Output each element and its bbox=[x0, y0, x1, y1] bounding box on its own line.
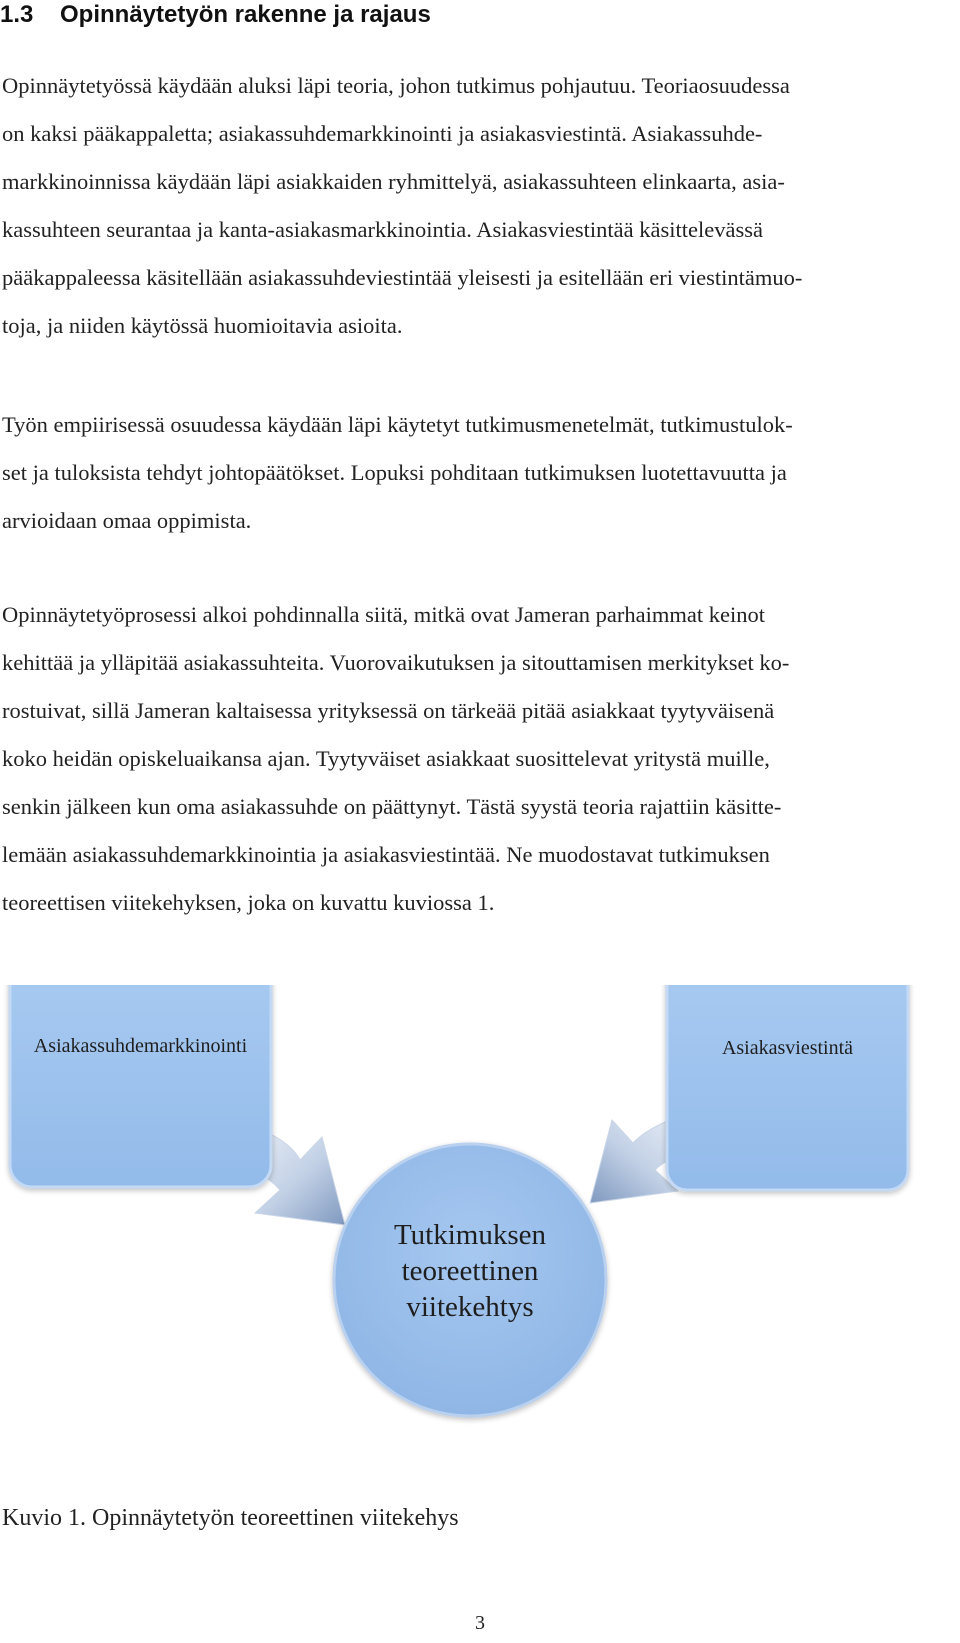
text-line: Työn empiirisessä osuudessa käydään läpi käytetyt tutkimusmenetelmät, tutkimustulok- bbox=[2, 412, 793, 437]
text-line: kassuhteen seurantaa ja kanta-asiakasmarkkinointia. Asiakasviestintää käsittelevässä bbox=[2, 217, 763, 242]
left-box-shape bbox=[10, 985, 271, 1187]
figure-caption: Kuvio 1. Opinnäytetyön teoreettinen viitekehys bbox=[2, 1505, 459, 1531]
text-line: kehittää ja ylläpitää asiakassuhteita. Vuorovaikutuksen ja sitouttamisen merkitykset ko- bbox=[2, 650, 790, 675]
page-number: 3 bbox=[475, 1612, 485, 1634]
text-line: lemään asiakassuhdemarkkinointia ja asiakasviestintää. Ne muodostavat tutkimuksen bbox=[2, 842, 770, 867]
circle-label-line: Tutkimuksen bbox=[393, 1219, 547, 1251]
paragraph-1 bbox=[2, 62, 942, 350]
text-line: senkin jälkeen kun oma asiakassuhde on päättynyt. Tästä syystä teoria rajattiin käsitte- bbox=[2, 794, 782, 819]
text-line: toja, ja niiden käytössä huomioitavia asioita. bbox=[2, 313, 403, 338]
text-line: koko heidän opiskeluaikansa ajan. Tyytyväiset asiakkaat suosittelevat yritystä muille, bbox=[2, 746, 770, 771]
text-line: on kaksi pääkappaletta; asiakassuhdemarkkinointi ja asiakasviestintä. Asiakassuhde- bbox=[2, 121, 763, 146]
circle-label-line: teoreettinen bbox=[401, 1255, 539, 1287]
text-line: teoreettisen viitekehyksen, joka on kuvattu kuviossa 1. bbox=[2, 890, 495, 915]
text-line: arvioidaan omaa oppimista. bbox=[2, 508, 252, 533]
framework-diagram bbox=[0, 985, 960, 1465]
circle-label-line: viitekehtys bbox=[406, 1291, 534, 1323]
paragraph-3 bbox=[2, 591, 942, 927]
section-heading bbox=[0, 0, 431, 30]
section-number: 1.3 bbox=[0, 1, 34, 28]
section-title: Opinnäytetyön rakenne ja rajaus bbox=[60, 1, 431, 28]
paragraph-2 bbox=[2, 401, 942, 545]
center-circle-label bbox=[334, 1217, 606, 1325]
text-line: Opinnäytetyöprosessi alkoi pohdinnalla siitä, mitkä ovat Jameran parhaimmat keinot bbox=[2, 602, 765, 627]
right-box-label: Asiakasviestintä bbox=[721, 1037, 854, 1059]
right-box-shape bbox=[667, 985, 908, 1190]
text-line: pääkappaleessa käsitellään asiakassuhdeviestintää yleisesti ja esitellään eri viestintämuo- bbox=[2, 265, 803, 290]
text-line: rostuivat, sillä Jameran kaltaisessa yrityksessä on tärkeää pitää asiakkaat tyytyväisenä bbox=[2, 698, 775, 723]
text-line: Opinnäytetyössä käydään aluksi läpi teoria, johon tutkimus pohjautuu. Teoriaosuudessa bbox=[2, 73, 790, 98]
text-line: markkinoinnissa käydään läpi asiakkaiden ryhmittelyä, asiakassuhteen elinkaarta, asia- bbox=[2, 169, 785, 194]
left-box-label: Asiakassuhdemarkkinointi bbox=[33, 1035, 248, 1057]
text-line: set ja tuloksista tehdyt johtopäätökset. Lopuksi pohditaan tutkimuksen luotettavuutta ja bbox=[2, 460, 787, 485]
